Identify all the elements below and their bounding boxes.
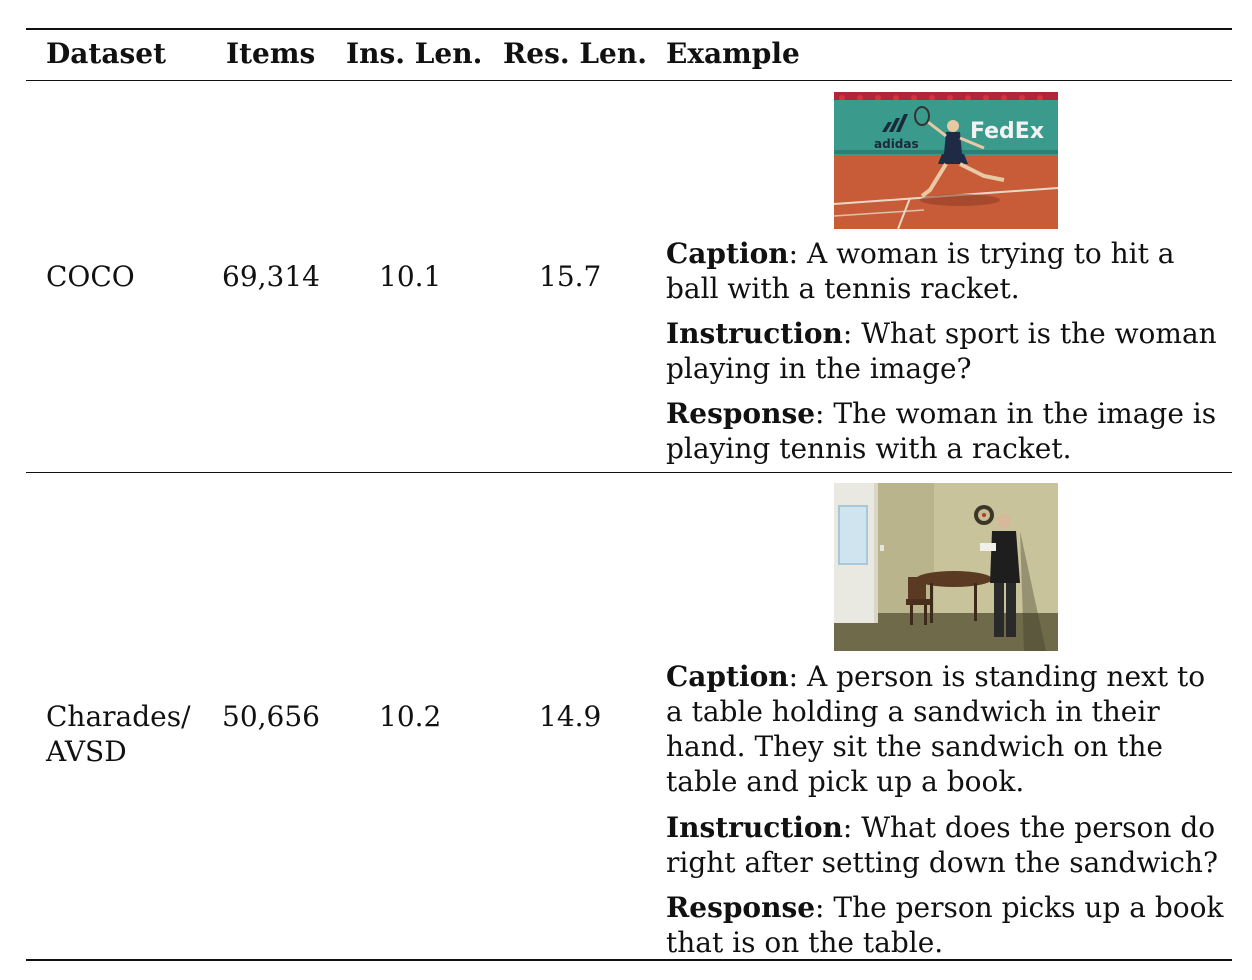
header-ins-len: Ins. Len. [346, 37, 483, 70]
instruction-text: Instruction: What sport is the woman playing in the image? [666, 317, 1217, 385]
ins-len-value: 10.2 [379, 700, 442, 733]
caption-text: Caption: A person is standing next to a table holding a sandwich in their hand. They sit the sandwich on the table and pick up a book. [666, 660, 1206, 798]
row-separator [26, 472, 1232, 473]
caption-text: Caption: A woman is trying to hit a ball with a tennis racket. [666, 237, 1175, 305]
caption-label: Caption [666, 237, 789, 270]
ins-len-value: 10.1 [379, 260, 442, 293]
items-count: 50,656 [222, 700, 320, 733]
items-count: 69,314 [222, 260, 320, 293]
response-text: Response: The woman in the image is playing tennis with a racket. [666, 397, 1217, 465]
header-items: Items [226, 37, 316, 70]
caption-label: Caption [666, 660, 789, 693]
res-len-value: 14.9 [539, 700, 602, 733]
header-example: Example [666, 37, 800, 70]
res-len-value: 15.7 [539, 260, 602, 293]
response-body: The woman in the image is playing tennis with a racket. [666, 397, 1217, 465]
adidas-logo: adidas [874, 137, 919, 151]
top-rule [26, 28, 1232, 30]
instruction-label: Instruction [666, 811, 843, 844]
tennis-photo [834, 92, 1058, 229]
fedex-logo: FedEx [970, 119, 1045, 144]
header-rule [26, 80, 1232, 81]
response-label: Response [666, 891, 816, 924]
instruction-body: What sport is the woman playing in the image? [666, 317, 1217, 385]
header-res-len: Res. Len. [503, 37, 647, 70]
response-label: Response [666, 397, 816, 430]
response-body: The person picks up a book that is on the table. [666, 891, 1224, 959]
instruction-label: Instruction [666, 317, 843, 350]
caption-body: A woman is trying to hit a ball with a tennis racket. [666, 237, 1175, 305]
header-dataset: Dataset [46, 37, 167, 70]
instruction-body: What does the person do right after setting down the sandwich? [666, 811, 1218, 879]
caption-body: A person is standing next to a table holding a sandwich in their hand. They sit the sandwich on the table and pick up a book. [666, 660, 1206, 798]
response-text: Response: The person picks up a book that is on the table. [666, 891, 1224, 959]
instruction-text: Instruction: What does the person do right after setting down the sandwich? [666, 811, 1218, 879]
dataset-name: Charades/ AVSD [46, 700, 191, 768]
room-photo [834, 483, 1058, 651]
dataset-name: COCO [46, 260, 135, 293]
